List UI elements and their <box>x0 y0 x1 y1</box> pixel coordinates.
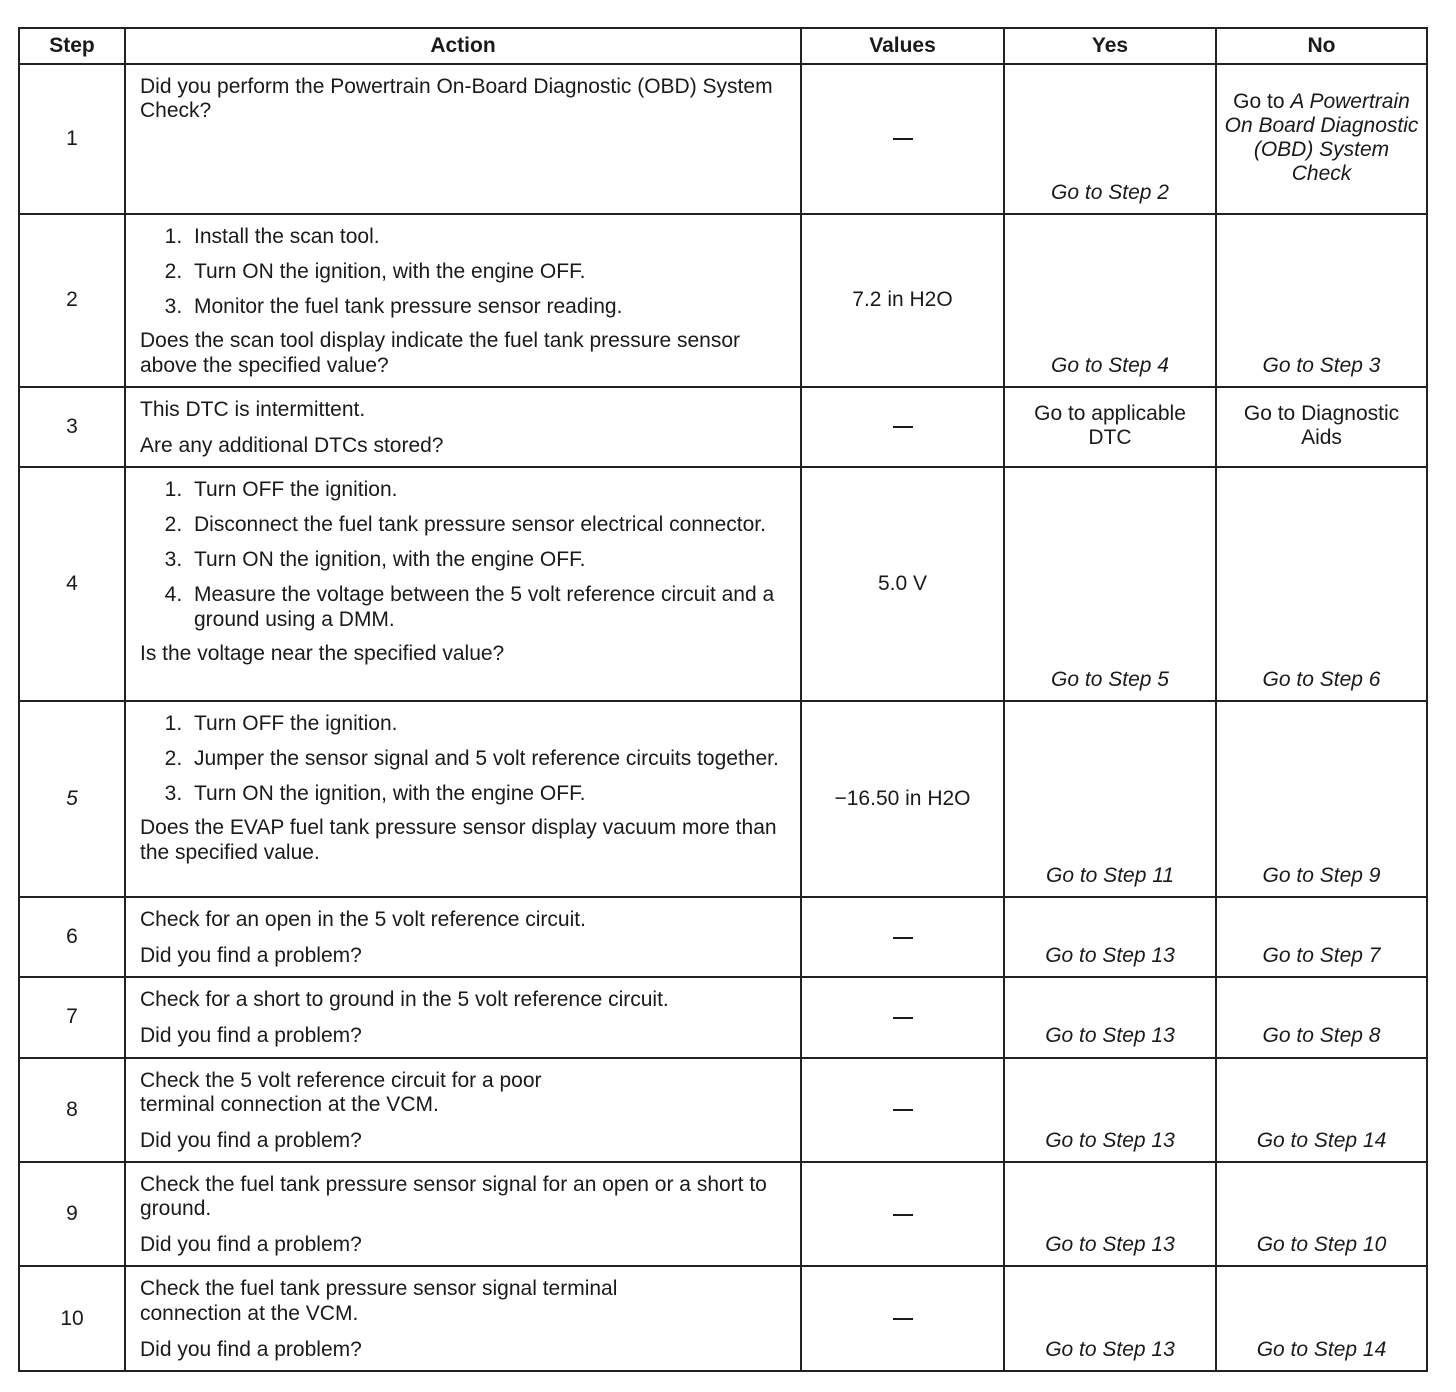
header-yes: Yes <box>1004 28 1216 64</box>
action-step: 2. Disconnect the fuel tank pressure sensor electrical connector. <box>188 513 786 537</box>
table-row <box>19 387 1427 467</box>
value-cell <box>801 64 1004 214</box>
no-link-text[interactable]: A Powertrain On Board Diagnostic (OBD) System Check <box>1224 89 1419 186</box>
action-cell <box>125 977 801 1057</box>
value-cell <box>801 1058 1004 1162</box>
header-no: No <box>1216 28 1427 64</box>
dash-value <box>893 937 913 939</box>
value-cell: −16.50 in H2O <box>801 701 1004 897</box>
action-step: 3. Monitor the fuel tank pressure sensor reading. <box>188 295 786 319</box>
yes-link[interactable]: Go to Step 13 <box>1004 977 1216 1057</box>
action-text: Check the 5 volt reference circuit for a poor terminal connection at the VCM. <box>140 1068 542 1116</box>
no-link[interactable] <box>1216 64 1427 214</box>
no-link[interactable]: Go to Step 10 <box>1216 1162 1427 1266</box>
value-cell <box>801 387 1004 467</box>
action-text: This DTC is intermittent. <box>140 397 366 421</box>
step-number: 7 <box>19 977 125 1057</box>
action-steps <box>140 225 786 319</box>
action-text: Did you find a problem? <box>140 1337 362 1361</box>
action-cell <box>125 1266 801 1370</box>
no-link[interactable]: Go to Step 14 <box>1216 1266 1427 1370</box>
action-text: Is the voltage near the specified value? <box>140 641 505 665</box>
action-text: Did you perform the Powertrain On-Board Diagnostic (OBD) System Check? <box>140 75 773 123</box>
action-text: Check the fuel tank pressure sensor signal for an open or a short to ground. <box>140 1172 767 1221</box>
value-cell <box>801 1162 1004 1266</box>
header-values: Values <box>801 28 1004 64</box>
step-number: 5 <box>19 701 125 897</box>
dash-value <box>893 138 913 140</box>
no-link[interactable]: Go to Step 8 <box>1216 977 1427 1057</box>
action-step: 3. Turn ON the ignition, with the engine OFF. <box>188 548 786 572</box>
action-text: Check for an open in the 5 volt reference circuit. <box>140 907 586 931</box>
no-link[interactable]: Go to Step 6 <box>1216 467 1427 701</box>
table-row <box>19 1162 1427 1266</box>
yes-link[interactable]: Go to applicable DTC <box>1004 387 1216 467</box>
action-text: Does the scan tool display indicate the fuel tank pressure sensor above the specified value? <box>140 329 741 377</box>
action-step: 3. Turn ON the ignition, with the engine OFF. <box>188 782 786 806</box>
action-text: Check for a short to ground in the 5 volt reference circuit. <box>140 988 669 1012</box>
table-row <box>19 897 1427 977</box>
action-step: 2. Jumper the sensor signal and 5 volt reference circuits together. <box>188 747 786 771</box>
action-text: Check the fuel tank pressure sensor signal terminal connection at the VCM. <box>140 1277 618 1325</box>
step-number: 2 <box>19 214 125 387</box>
step-number: 3 <box>19 387 125 467</box>
yes-link[interactable]: Go to Step 13 <box>1004 1266 1216 1370</box>
value-cell: 7.2 in H2O <box>801 214 1004 387</box>
value-cell: 5.0 V <box>801 467 1004 701</box>
dash-value <box>893 1318 913 1320</box>
no-link[interactable]: Go to Step 9 <box>1216 701 1427 897</box>
yes-link[interactable]: Go to Step 11 <box>1004 701 1216 897</box>
action-cell <box>125 64 801 214</box>
action-text: Are any additional DTCs stored? <box>140 433 444 457</box>
yes-link[interactable]: Go to Step 4 <box>1004 214 1216 387</box>
no-link[interactable]: Go to Step 3 <box>1216 214 1427 387</box>
action-cell <box>125 214 801 387</box>
table-row <box>19 1058 1427 1162</box>
no-link[interactable]: Go to Step 14 <box>1216 1058 1427 1162</box>
step-number: 6 <box>19 897 125 977</box>
no-link[interactable]: Go to Step 7 <box>1216 897 1427 977</box>
yes-link[interactable]: Go to Step 13 <box>1004 1162 1216 1266</box>
action-cell <box>125 1162 801 1266</box>
action-cell <box>125 467 801 701</box>
no-prefix: Go to <box>1233 89 1285 113</box>
header-row <box>19 28 1427 64</box>
yes-link[interactable]: Go to Step 5 <box>1004 467 1216 701</box>
action-cell <box>125 1058 801 1162</box>
action-steps <box>140 712 786 806</box>
step-number: 8 <box>19 1058 125 1162</box>
table-row <box>19 977 1427 1057</box>
dash-value <box>893 1109 913 1111</box>
step-number: 1 <box>19 64 125 214</box>
table-row <box>19 214 1427 387</box>
dash-value <box>893 1214 913 1216</box>
action-cell <box>125 897 801 977</box>
action-step: 1. Install the scan tool. <box>188 225 786 249</box>
header-step: Step <box>19 28 125 64</box>
dash-value <box>893 426 913 428</box>
yes-link[interactable]: Go to Step 13 <box>1004 897 1216 977</box>
table-row <box>19 701 1427 897</box>
step-number: 9 <box>19 1162 125 1266</box>
no-link[interactable]: Go to Diagnostic Aids <box>1216 387 1427 467</box>
action-text: Did you find a problem? <box>140 1128 362 1152</box>
action-step: 4. Measure the voltage between the 5 volt reference circuit and a ground using a DMM. <box>188 583 786 631</box>
value-cell <box>801 977 1004 1057</box>
diagnostic-table <box>18 27 1428 1372</box>
table-row <box>19 64 1427 214</box>
yes-link[interactable]: Go to Step 2 <box>1004 64 1216 214</box>
action-text: Does the EVAP fuel tank pressure sensor display vacuum more than the specified value. <box>140 816 777 864</box>
step-number: 10 <box>19 1266 125 1370</box>
table-row <box>19 467 1427 701</box>
action-steps <box>140 478 786 632</box>
yes-link[interactable]: Go to Step 13 <box>1004 1058 1216 1162</box>
action-cell <box>125 701 801 897</box>
value-cell <box>801 897 1004 977</box>
action-text: Did you find a problem? <box>140 1024 362 1048</box>
value-cell <box>801 1266 1004 1370</box>
step-number: 4 <box>19 467 125 701</box>
action-step: 1. Turn OFF the ignition. <box>188 712 786 736</box>
action-step: 2. Turn ON the ignition, with the engine OFF. <box>188 260 786 284</box>
table-row <box>19 1266 1427 1370</box>
action-step: 1. Turn OFF the ignition. <box>188 478 786 502</box>
dash-value <box>893 1017 913 1019</box>
action-cell <box>125 387 801 467</box>
header-action: Action <box>125 28 801 64</box>
diagnostic-page <box>18 27 1426 1372</box>
action-text: Did you find a problem? <box>140 944 362 968</box>
action-text: Did you find a problem? <box>140 1233 362 1257</box>
